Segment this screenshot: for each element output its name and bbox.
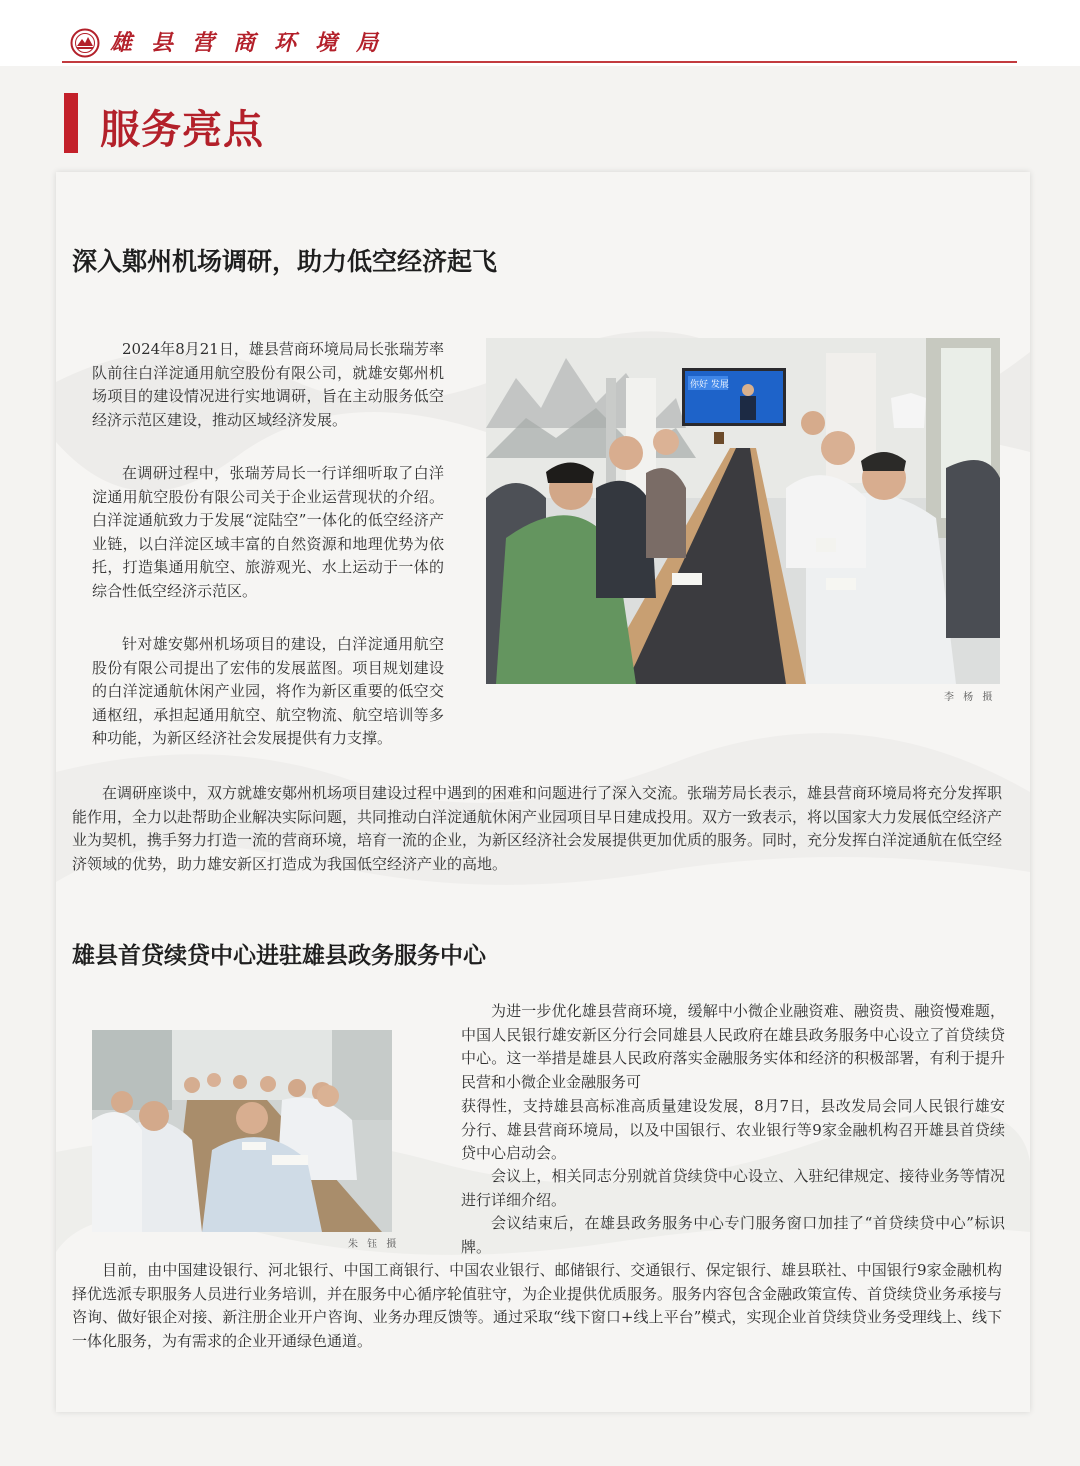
photo-credit: 李 杨 摄 <box>944 692 996 703</box>
section-title: 服务亮点 <box>100 107 264 153</box>
meeting-photo-airport <box>486 338 1000 684</box>
header-divider <box>62 61 1017 63</box>
content-panel <box>56 172 1030 1412</box>
article2-paragraph: 会议上，相关同志分别就首贷续贷中心设立、入驻纪律规定、接待业务等情况进行详细介绍。 <box>461 1167 1005 1209</box>
bureau-logo-icon <box>70 28 100 58</box>
meeting-photo-loan-center <box>92 1030 392 1232</box>
article2-paragraph: 获得性，支持雄县高标准高质量建设发展，8月7日，县改发局会同人民银行雄安分行、雄县营商环境局，以及中国银行、农业银行等9家金融机构召开雄县首贷续贷中心启动会。 <box>461 1097 1005 1163</box>
article1-title: 深入鄚州机场调研，助力低空经济起飞 <box>72 247 498 276</box>
article2-paragraph: 为进一步优化雄县营商环境，缓解中小微企业融资难、融资贵、融资慢难题，中国人民银行雄安新区分行会同雄县人民政府在雄县政务服务中心设立了首贷续贷中心。这一举措是雄县人民政府落实金融服务实体和经济的积极部署，有利于提升民营和小微企业金融服务可 <box>461 1002 1005 1091</box>
article1-paragraph: 在调研过程中，张瑞芳局长一行详细听取了白洋淀通用航空股份有限公司关于企业运营现状的介绍。白洋淀通航致力于发展“淀陆空”一体化的低空经济产业链，以白洋淀区域丰富的自然资源和地理优势为依托，打造集通用航空、旅游观光、水上运动于一体的综合性低空经济示范区。 <box>92 464 444 600</box>
article1-paragraph: 2024年8月21日，雄县营商环境局局长张瑞芳率队前往白洋淀通用航空股份有限公司，就雄安鄚州机场项目的建设情况进行实地调研，旨在主动服务低空经济示范区建设，推动区域经济发展。 <box>92 340 444 429</box>
article1-paragraph: 针对雄安鄚州机场项目的建设，白洋淀通用航空股份有限公司提出了宏伟的发展蓝图。项目规划建设的白洋淀通航休闲产业园，将作为新区重要的低空交通枢纽，承担起通用航空、航空物流、航空培训等多种功能，为新区经济社会发展提供有力支撑。 <box>92 635 444 748</box>
section-marker <box>64 93 78 153</box>
masthead-title: 雄县营商环境局 <box>110 30 398 56</box>
article1-paragraph: 在调研座谈中，双方就雄安鄚州机场项目建设过程中遇到的困难和问题进行了深入交流。张瑞芳局长表示，雄县营商环境局将充分发挥职能作用，全力以赴帮助企业解决实际问题，共同推动白洋淀通航休闲产业园项目早日建成投用。双方一致表示，将以国家大力发展低空经济产业为契机，携手努力打造一流的营商环境，培育一流的企业，为新区经济社会发展提供更加优质的服务。同时，充分发挥白洋淀通航在低空经济领域的优势，助力雄安新区打造成为我国低空经济产业的高地。 <box>72 784 1003 873</box>
article2-paragraph: 会议结束后，在雄县政务服务中心专门服务窗口加挂了“首贷续贷中心”标识牌。 <box>461 1214 1005 1256</box>
tv-caption: 你好 发展 <box>690 380 729 390</box>
article2-title: 雄县首贷续贷中心进驻雄县政务服务中心 <box>72 943 486 969</box>
photo-credit: 朱 钰 摄 <box>348 1239 400 1250</box>
article2-paragraph: 目前，由中国建设银行、河北银行、中国工商银行、中国农业银行、邮储银行、交通银行、保定银行、雄县联社、中国银行9家金融机构择优选派专职服务人员进行业务培训，并在服务中心循序轮值驻守，为企业提供优质服务。服务内容包含金融政策宣传、首贷续贷业务承接与咨询、做好银企对接、新注册企业开户咨询、业务办理反馈等。通过采取“线下窗口+线上平台”模式，实现企业首贷续贷业务受理线上、线下一体化服务，为有需求的企业开通绿色通道。 <box>72 1261 1003 1350</box>
